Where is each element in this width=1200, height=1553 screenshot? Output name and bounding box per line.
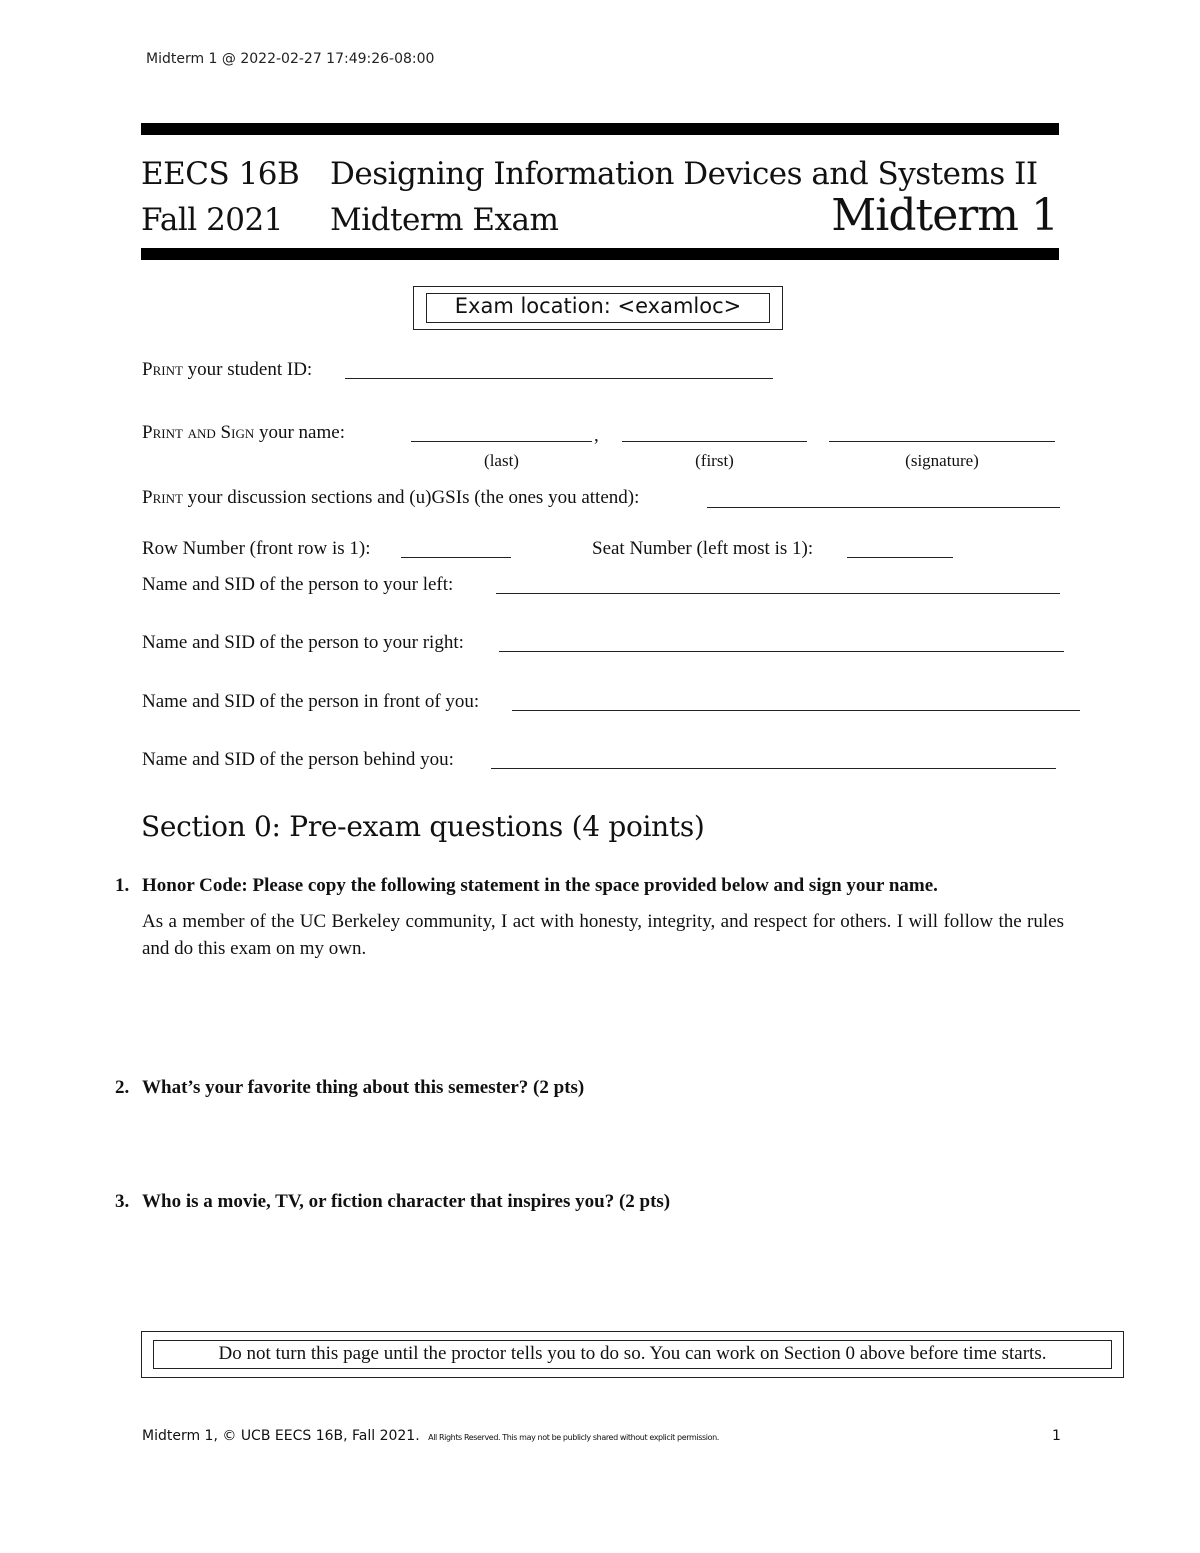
- question-3-number: 3.: [115, 1191, 130, 1212]
- section-title: Section 0: Pre-exam questions (4 points): [141, 810, 705, 843]
- question-2-text: What’s your favorite thing about this semester? (2 pts): [142, 1077, 585, 1098]
- signature-sublabel: (signature): [905, 451, 979, 470]
- course-term: Fall 2021: [141, 202, 283, 238]
- behind-person-field[interactable]: [491, 768, 1056, 769]
- seat-number-label: Seat Number (left most is 1):: [592, 538, 814, 559]
- notice-box: [141, 1331, 1124, 1378]
- exam-name: Midterm 1: [831, 190, 1058, 241]
- seat-number-field[interactable]: [847, 557, 953, 558]
- student-id-field[interactable]: [345, 378, 773, 379]
- footer-rights: All Rights Reserved. This may not be publicly shared without explicit permission.: [428, 1433, 719, 1442]
- page-number: 1: [1052, 1428, 1061, 1444]
- notice-text: Do not turn this page until the proctor tells you to do so. You can work on Section 0 above before time starts.: [218, 1343, 1047, 1364]
- row-number-field[interactable]: [401, 557, 511, 558]
- first-name-field[interactable]: [622, 441, 807, 442]
- front-person-label: Name and SID of the person in front of you:: [142, 691, 480, 712]
- left-person-field[interactable]: [496, 593, 1060, 594]
- title-bottom-rule: [141, 248, 1059, 260]
- right-person-field[interactable]: [499, 651, 1064, 652]
- discussion-field[interactable]: [707, 507, 1060, 508]
- last-sublabel: (last): [484, 451, 519, 470]
- front-person-field[interactable]: [512, 710, 1080, 711]
- course-code: EECS 16B: [141, 156, 300, 192]
- question-1-body: As a member of the UC Berkeley community, I act with honesty, integrity, and respect for others. I will follow the rules and do this exam on my own.: [142, 911, 1064, 959]
- last-name-field[interactable]: [411, 441, 592, 442]
- footer-text: [142, 1428, 719, 1444]
- header-stamp: Midterm 1 @ 2022-02-27 17:49:26-08:00: [146, 51, 435, 67]
- question-1-text: Honor Code: Please copy the following statement in the space provided below and sign your name.: [142, 875, 938, 896]
- discussion-label: Print your discussion sections and (u)GSIs (the ones you attend):: [142, 487, 640, 508]
- name-label: Print and Sign your name:: [142, 422, 345, 443]
- course-title: Designing Information Devices and Systems II: [330, 156, 1038, 192]
- name-comma: ,: [594, 425, 599, 446]
- exam-location-box: [413, 286, 783, 330]
- student-id-label: Print your student ID:: [142, 359, 313, 380]
- signature-field[interactable]: [829, 441, 1055, 442]
- exam-type: Midterm Exam: [330, 202, 559, 238]
- exam-location-text: Exam location: <examloc>: [454, 294, 742, 318]
- question-2-number: 2.: [115, 1077, 130, 1098]
- footer-left: Midterm 1, © UCB EECS 16B, Fall 2021.: [142, 1428, 420, 1444]
- row-number-label: Row Number (front row is 1):: [142, 538, 371, 559]
- right-person-label: Name and SID of the person to your right:: [142, 632, 464, 653]
- behind-person-label: Name and SID of the person behind you:: [142, 749, 454, 770]
- question-1-number: 1.: [115, 875, 130, 896]
- first-sublabel: (first): [695, 451, 734, 470]
- left-person-label: Name and SID of the person to your left:: [142, 574, 454, 595]
- question-3-text: Who is a movie, TV, or fiction character that inspires you? (2 pts): [142, 1191, 671, 1212]
- top-rule: [141, 123, 1059, 135]
